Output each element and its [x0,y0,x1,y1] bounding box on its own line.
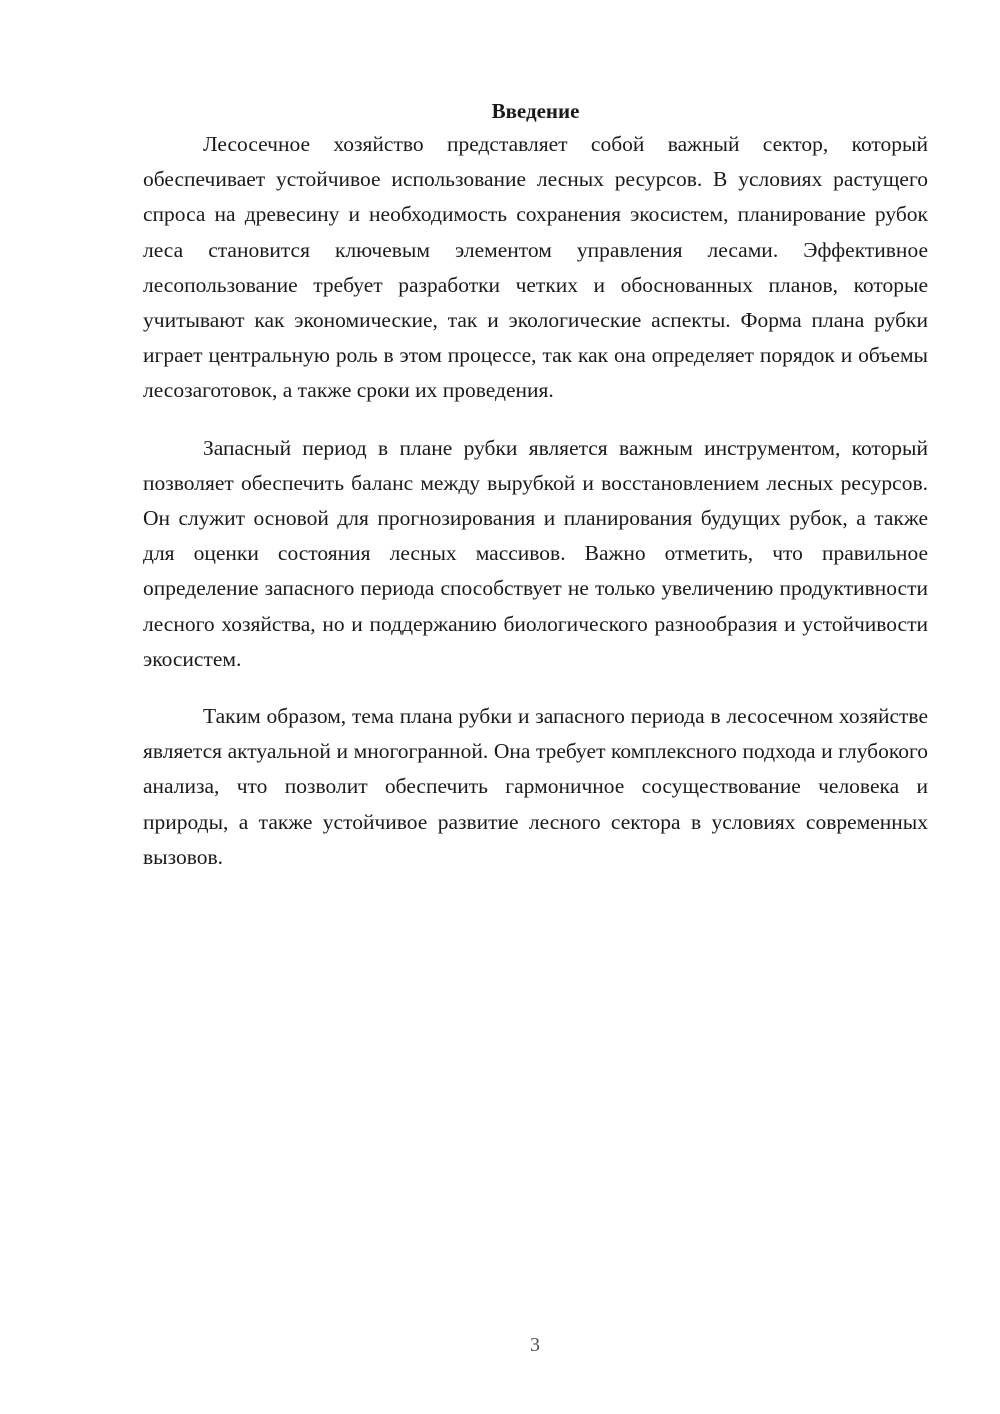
section-heading: Введение [491,99,580,123]
paragraph-intro: Лесосечное хозяйство представляет собой важный сектор, который обеспечивает устойчивое использование лесных ресурсов. В условиях растущего спроса на древесину и необходимость сохранения экосистем, планирование рубок леса становится ключевым элементом управления лесами. Эффективное лесопользование требует разработки четких и обоснованных планов, которые учитывают как экономические, так и экологические аспекты. Форма плана рубки играет центральную роль в этом процессе, так как она определяет порядок и объемы лесозаготовок, а также сроки их проведения. [143,132,928,403]
paragraph-reserve-period: Запасный период в плане рубки является важным инструментом, который позволяет обеспечить баланс между вырубкой и восстановлением лесных ресурсов. Он служит основой для прогнозирования и планирования будущих рубок, а также для оценки состояния лесных массивов. Важно отметить, что правильное определение запасного периода способствует не только увеличению продуктивности лесного хозяйства, но и поддержанию биологического разнообразия и устойчивости экосистем. [143,435,928,671]
page-number: 3 [530,1334,540,1356]
paragraph-conclusion: Таким образом, тема плана рубки и запасного периода в лесосечном хозяйстве является актуальной и многогранной. Она требует комплексного подхода и глубокого анализа, что позволит обеспечить гармоничное сосуществование человека и природы, а также устойчивое развитие лесного сектора в условиях современных вызовов. [143,704,928,869]
page-body [143,95,928,875]
